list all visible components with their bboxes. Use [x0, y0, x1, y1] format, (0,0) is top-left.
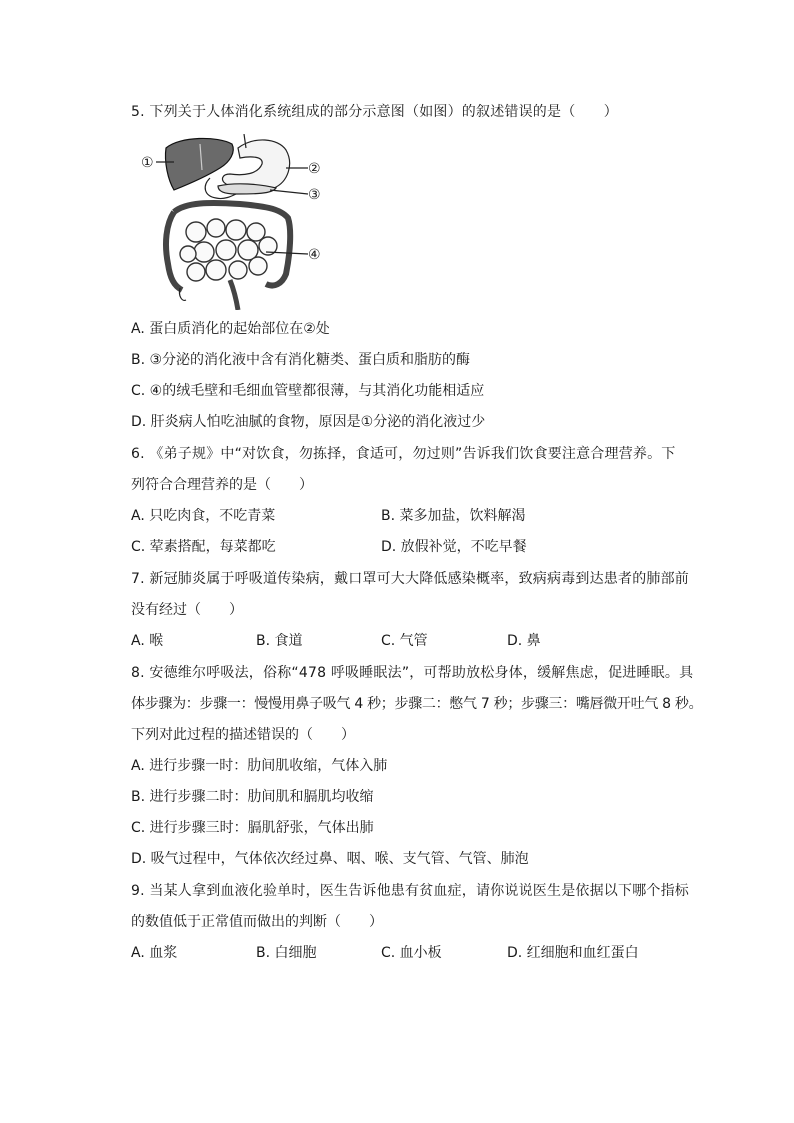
q7-stem-line2: 没有经过（ ） [131, 602, 243, 618]
label-2: ② [308, 161, 321, 177]
q8-option-c[interactable]: C. 进行步骤三时：膈肌舒张，气体出肺 [131, 820, 374, 836]
q5-option-a[interactable]: A. 蛋白质消化的起始部位在②处 [131, 321, 330, 337]
q7-option-d[interactable]: D. 鼻 [507, 633, 541, 649]
digestive-system-diagram [140, 134, 330, 310]
label-1: ① [141, 155, 154, 171]
label-4: ④ [308, 247, 321, 263]
q7-stem-line1: 7. 新冠肺炎属于呼吸道传染病，戴口罩可大大降低感染概率，致病病毒到达患者的肺部前 [131, 571, 690, 587]
q8-option-b[interactable]: B. 进行步骤二时：肋间肌和膈肌均收缩 [131, 789, 374, 805]
q6-stem-line1: 6. 《弟子规》中“对饮食，勿拣择，食适可，勿过则”告诉我们饮食要注意合理营养。下 [131, 446, 676, 462]
q8-stem-line2: 体步骤为：步骤一：慢慢用鼻子吸气 4 秒；步骤二：憋气 7 秒；步骤三：嘴唇微开吐气 8 秒。 [131, 696, 703, 712]
q6-stem-line2: 列符合合理营养的是（ ） [131, 477, 313, 493]
q6-options-row1 [131, 506, 691, 526]
q8-option-a[interactable]: A. 进行步骤一时：肋间肌收缩，气体入肺 [131, 758, 388, 774]
q5-option-d[interactable]: D. 肝炎病人怕吃油腻的食物，原因是①分泌的消化液过少 [131, 414, 486, 430]
q6-option-d[interactable]: D. 放假补觉，不吃早餐 [381, 539, 527, 555]
q6-options-row2 [131, 537, 691, 557]
q8-stem-line1: 8. 安德维尔呼吸法，俗称“478 呼吸睡眠法”，可帮助放松身体，缓解焦虑，促进睡眠。具 [131, 665, 694, 681]
q5-option-b[interactable]: B. ③分泌的消化液中含有消化糖类、蛋白质和脂肪的酶 [131, 352, 471, 368]
q7-option-a[interactable]: A. 喉 [131, 633, 164, 649]
q9-option-a[interactable]: A. 血浆 [131, 945, 178, 961]
q7-options-row [131, 631, 691, 651]
q7-option-c[interactable]: C. 气管 [381, 633, 428, 649]
label-3: ③ [308, 187, 321, 203]
q8-stem-line3: 下列对此过程的描述错误的（ ） [131, 727, 355, 743]
q6-option-c[interactable]: C. 荤素搭配，每菜都吃 [131, 539, 276, 555]
q5-option-c[interactable]: C. ④的绒毛壁和毛细血管壁都很薄，与其消化功能相适应 [131, 383, 485, 399]
q9-options-row [131, 943, 691, 963]
q9-option-b[interactable]: B. 白细胞 [256, 945, 317, 961]
q8-option-d[interactable]: D. 吸气过程中，气体依次经过鼻、咽、喉、支气管、气管、肺泡 [131, 851, 529, 867]
q7-option-b[interactable]: B. 食道 [256, 633, 303, 649]
q5-stem: 5. 下列关于人体消化系统组成的部分示意图（如图）的叙述错误的是（ ） [131, 104, 619, 120]
q9-stem-line2: 的数值低于正常值而做出的判断（ ） [131, 914, 383, 930]
q9-stem-line1: 9. 当某人拿到血液化验单时，医生告诉他患有贫血症，请你说说医生是依据以下哪个指标 [131, 883, 690, 899]
q9-option-c[interactable]: C. 血小板 [381, 945, 442, 961]
q6-option-b[interactable]: B. 菜多加盐，饮料解渴 [381, 508, 526, 524]
q9-option-d[interactable]: D. 红细胞和血红蛋白 [507, 945, 639, 961]
q6-option-a[interactable]: A. 只吃肉食，不吃青菜 [131, 508, 276, 524]
